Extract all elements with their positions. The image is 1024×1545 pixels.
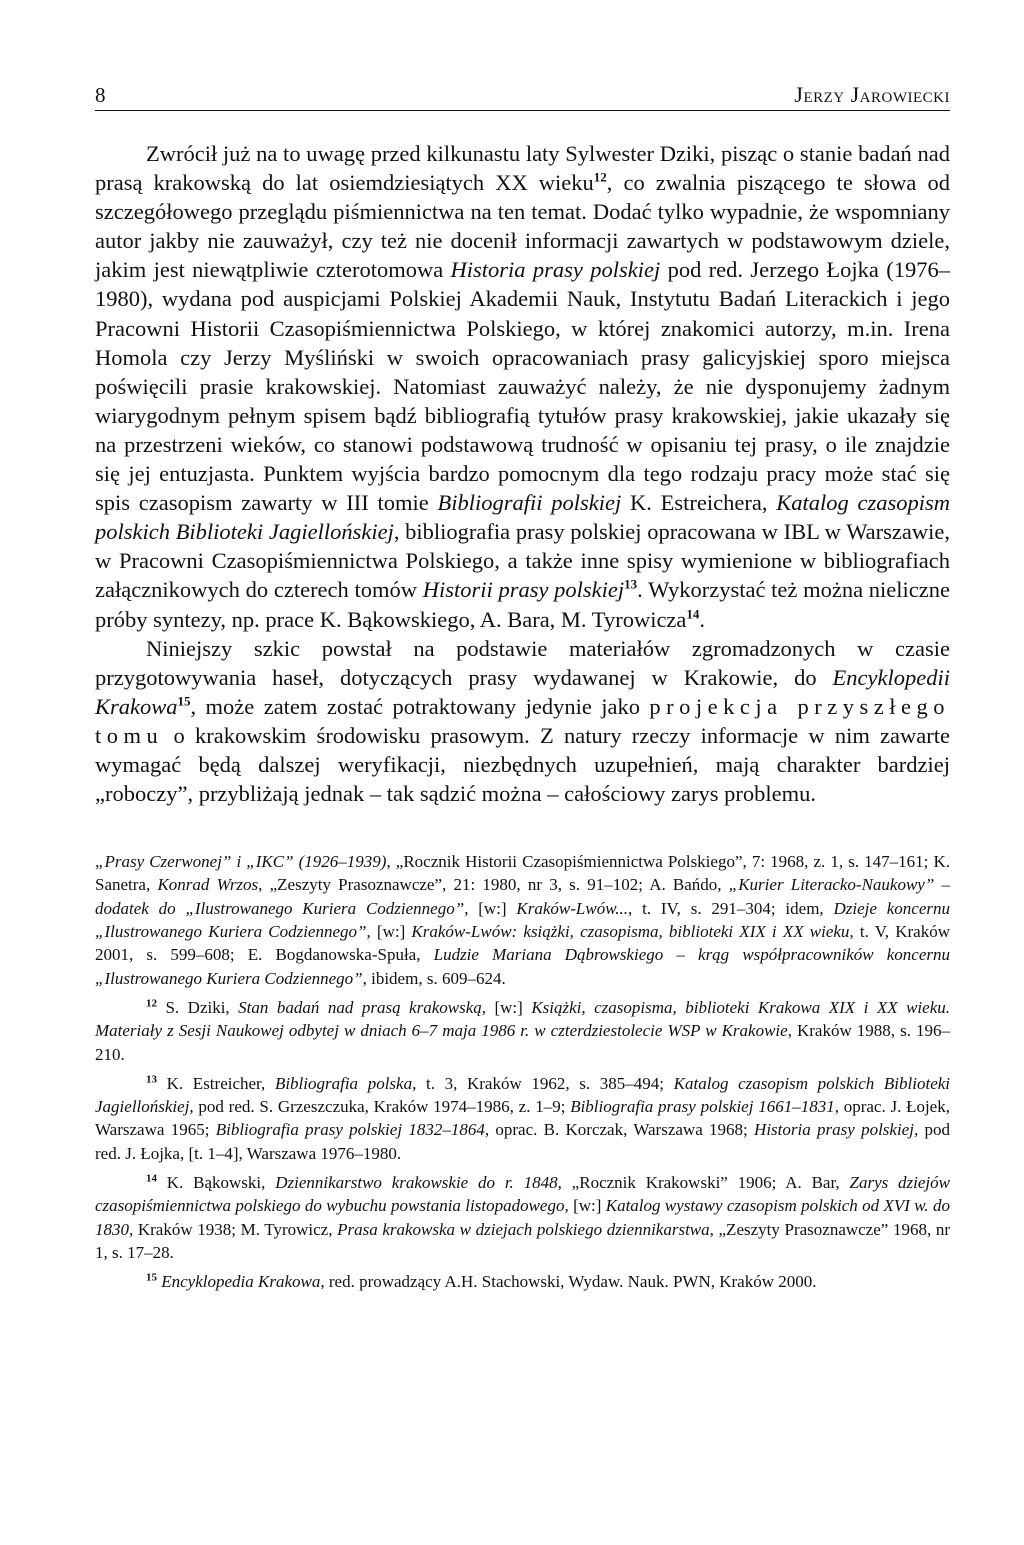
note-text: , „Rocznik Historii Czasopiśmiennictwa Polskiego”, 7: 1968, z. 1, s. 147–161; K. Sanetra, <box>95 852 951 895</box>
footnote-13 <box>95 1072 950 1165</box>
note-italic: Zarys dziejów czasopiśmiennictwa polskiego do wybuchu powstania listopadowego <box>95 1173 950 1216</box>
note-italic: Książki, czasopisma, biblioteki Krakowa XIX i XX wieku. Materiały z Sesji Naukowej odbytej w dniach 6–7 maja 1986 r. w czterdziestolecie WSP w Krakowie <box>95 997 950 1041</box>
text-run: . <box>699 606 706 632</box>
footnote-number: 14 <box>146 1172 157 1185</box>
note-text: , [w:] <box>366 922 412 942</box>
note-italic: Bibliografia polska <box>274 1073 413 1093</box>
note-text: , Kraków 1988, s. 196–210. <box>95 1021 950 1064</box>
note-text: K. Bąkowski, <box>157 1173 276 1193</box>
note-italic: Historia prasy polskiej <box>754 1120 914 1140</box>
footnote-15 <box>95 1270 950 1293</box>
note-italic: „Kurier Literacko-Naukowy” – dodatek do „Ilustrowanego Kuriera Codziennego” <box>95 875 950 918</box>
text-run: . Wykorzystać też można nieliczne próby syntezy, np. prace K. Bąkowskiego, A. Bara, M. Tyrowicza <box>95 577 950 632</box>
note-text: , t. IV, s. 291–304; idem, <box>628 898 834 918</box>
note-text: , „Rocznik Krakowski” 1906; A. Bar, <box>557 1173 850 1193</box>
footnote-ref-14: 14 <box>686 606 700 621</box>
text-run: Zwrócił już na to uwagę przed kilkunastu laty Sylwester Dziki, pisząc o stanie badań nad prasą krakowską do lat osiemdziesiątych XX wieku <box>95 141 950 196</box>
paragraph-2 <box>95 634 950 809</box>
footnote-continuation <box>95 850 950 990</box>
title-italic: Historia prasy polskiej <box>450 257 661 283</box>
note-italic: Bibliografia prasy polskiej 1661–1831 <box>570 1097 835 1117</box>
footnote-number: 12 <box>146 997 157 1010</box>
note-italic: Kraków-Lwów... <box>516 898 629 918</box>
page-number: 8 <box>95 83 106 107</box>
note-text: , t. 3, Kraków 1962, s. 385–494; <box>412 1073 674 1093</box>
text-run: pod red. Jerzego Łojka (1976–1980), wydana pod auspicjami Polskiej Akademii Nauk, Instytutu Badań Literackich i jego Pracowni Historii Czasopiśmiennictwa Polskiego, w której znakomici autorzy, m.in. Irena Homola czy Jerzy Myśliński w swoich opracowaniach prasy galicyjskiej sporo miejsca poświęcili prasie krakowskiej. Natomiast zauważyć należy, że nie dysponujemy żadnym wiarygodnym pełnym spisem bądź bibliografią tytułów prasy krakowskiej, jakie ukazały się na przestrzeni wieków, co stanowi podstawową trudność w opisaniu tej prasy, o ile znajdzie się jej entuzjasta. Punktem wyjścia bardzo pomocnym dla tego rodzaju pracy może stać się spis czasopism zawarty w III tomie <box>95 257 951 516</box>
title-italic: Encyklopedii Krakowa <box>95 664 950 719</box>
text-run: , może zatem zostać potraktowany jedynie jako <box>190 693 650 719</box>
note-text: , „Zeszyty Prasoznawcze” 1968, nr 1, s. 17–28. <box>95 1219 950 1262</box>
note-text: , „Zeszyty Prasoznawcze”, 21: 1980, nr 3, s. 91–102; A. Bańdo, <box>258 875 729 895</box>
note-text: , oprac. B. Korczak, Warszawa 1968; <box>484 1120 755 1140</box>
paragraph-1 <box>95 139 950 634</box>
page <box>95 82 950 1294</box>
text-run: Niniejszy szkic powstał na podstawie materiałów zgromadzonych w czasie przygotowywania haseł, dotyczących prasy wydawanej w Krakowie, do <box>95 635 950 690</box>
footnote-ref-15: 15 <box>177 693 191 709</box>
footnote-number: 15 <box>146 1271 157 1284</box>
note-italic: Prasa krakowska w dziejach polskiego dziennikarstwa <box>337 1219 710 1239</box>
note-text: , Kraków 1938; M. Tyrowicz, <box>129 1219 338 1239</box>
note-italic: „Prasy Czerwonej” i „IKC” (1926–1939) <box>95 852 387 872</box>
note-text: , t. V, Kraków 2001, s. 599–608; E. Bogdanowska-Spuła, <box>95 922 950 965</box>
footnote-ref-12: 12 <box>593 169 607 185</box>
main-text <box>95 139 950 808</box>
note-italic: Katalog wystawy czasopism polskich od XVI w. do 1830 <box>95 1196 950 1239</box>
running-head-author: Jerzy Jarowiecki <box>794 82 950 107</box>
note-text: , pod red. J. Łojka, [t. 1–4], Warszawa 1976–1980. <box>95 1120 950 1163</box>
text-run: o krakowskim środowisku prasowym. Z natury rzeczy informacje w nim zawarte wymagać będą dalszej weryfikacji, niezbędnych uzupełnień, mają charakter bardziej „roboczy”, przybliżają jednak – tak sądzić można – całościowy zarys problemu. <box>95 722 950 807</box>
note-italic: Konrad Wrzos <box>157 875 259 895</box>
note-text: , oprac. J. Łojek, Warszawa 1965; <box>95 1097 950 1140</box>
note-italic: Katalog czasopism polskich Biblioteki Jagiellońskiej <box>95 1073 951 1117</box>
text-run: , co zwalnia piszącego te słowa od szczegółowego przeglądu piśmiennictwa na ten temat. Dodać tylko wypadnie, że wspomniany autor jakby nie zauważył, czy też nie docenił informacji zawartych w podstawowym dziele, jakim jest niewątpliwie czterotomowa <box>95 170 950 283</box>
spaced-emphasis: projekcja przyszłego tomu <box>95 693 950 748</box>
title-italic: Bibliografii polskiej <box>437 490 622 516</box>
note-italic: Dziennikarstwo krakowskie do r. 1848 <box>275 1173 558 1193</box>
note-text: , pod red. S. Grzeszczuka, Kraków 1974–1986, z. 1–9; <box>189 1097 571 1117</box>
note-text: , ibidem, s. 609–624. <box>362 968 506 988</box>
note-italic: Ludzie Mariana Dąbrowskiego – krąg współpracowników koncernu „Ilustrowanego Kuriera Codziennego” <box>95 945 950 988</box>
text-run: , bibliografia prasy polskiej opracowana w IBL w Warszawie, w Pracowni Czasopiśmiennictwa Polskiego, a także inne spisy wymienione w bibliografiach załącznikowych do czterech tomów <box>95 519 950 603</box>
title-italic: Katalog czasopism polskich Biblioteki Jagiellońskiej <box>95 490 950 545</box>
note-text: , [w:] <box>464 898 517 918</box>
note-text: , [w:] <box>481 997 532 1017</box>
footnote-14 <box>95 1171 950 1264</box>
footnote-ref-13: 13 <box>624 576 638 592</box>
footnote-12 <box>95 996 950 1066</box>
footnote-number: 13 <box>146 1073 157 1086</box>
title-italic: Historii prasy polskiej <box>422 577 625 603</box>
note-italic: Bibliografia prasy polskiej 1832–1864 <box>215 1120 485 1140</box>
footnotes <box>95 850 950 1293</box>
note-italic: Kraków-Lwów: książki, czasopisma, biblioteki XIX i XX wieku <box>411 922 850 942</box>
note-text: , red. prowadzący A.H. Stachowski, Wydaw. Nauk. PWN, Kraków 2000. <box>320 1272 817 1292</box>
note-italic: Stan badań nad prasą krakowską <box>238 997 482 1017</box>
note-text: S. Dziki, <box>157 997 239 1017</box>
note-text: K. Estreicher, <box>157 1073 275 1093</box>
text-run: K. Estreichera, <box>621 490 777 516</box>
note-italic: Encyklopedia Krakowa <box>161 1272 321 1292</box>
note-text: , [w:] <box>564 1196 606 1216</box>
running-header <box>95 82 950 111</box>
note-italic: Dzieje koncernu „Ilustrowanego Kuriera Codziennego” <box>95 898 950 942</box>
